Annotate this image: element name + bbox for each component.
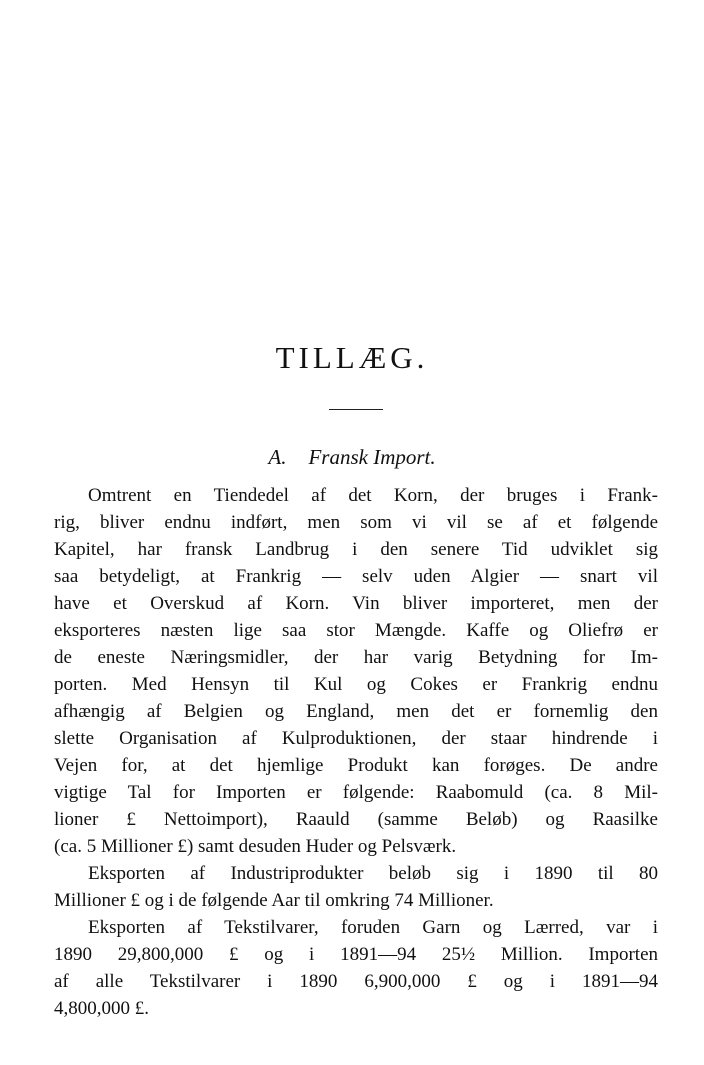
text-line: have et Overskud af Korn. Vin bliver importeret, men der	[54, 593, 658, 614]
paragraph-3	[54, 914, 658, 1022]
section-name: Fransk Import.	[308, 445, 436, 469]
text-line: Millioner £ og i de følgende Aar til omkring 74 Millioner.	[54, 890, 494, 911]
text-line: Kapitel, har fransk Landbrug i den senere Tid udviklet sig	[54, 539, 658, 560]
text-line: Vejen for, at det hjemlige Produkt kan forøges. De andre	[54, 755, 658, 776]
text-line: de eneste Næringsmidler, der har varig Betydning for Im-	[54, 647, 658, 668]
text-line: lioner £ Nettoimport), Raauld (samme Beløb) og Raasilke	[54, 809, 658, 830]
section-letter: A.	[268, 445, 287, 469]
body-text	[54, 482, 658, 1022]
text-line: rig, bliver endnu indført, men som vi vil se af et følgende	[54, 512, 658, 533]
text-line: slette Organisation af Kulproduktionen, der staar hindrende i	[54, 728, 658, 749]
text-line: vigtige Tal for Importen er følgende: Raabomuld (ca. 8 Mil-	[54, 782, 658, 803]
section-heading	[0, 443, 704, 471]
text-line: Eksporten af Industriprodukter beløb sig i 1890 til 80	[88, 863, 658, 884]
page-title: TILLÆG.	[275, 340, 429, 375]
text-line: Eksporten af Tekstilvarer, foruden Garn og Lærred, var i	[88, 917, 658, 938]
text-line: porten. Med Hensyn til Kul og Cokes er Frankrig endnu	[54, 674, 658, 695]
paragraph-2	[54, 860, 658, 914]
paragraph-1	[54, 482, 658, 860]
text-line: (ca. 5 Millioner £) samt desuden Huder og Pelsværk.	[54, 836, 457, 857]
text-line: afhængig af Belgien og England, men det er fornemlig den	[54, 701, 658, 722]
title-divider	[329, 409, 383, 410]
text-line: af alle Tekstilvarer i 1890 6,900,000 £ og i 1891—94	[54, 971, 658, 992]
text-line: Omtrent en Tiendedel af det Korn, der bruges i Frank-	[88, 485, 658, 506]
text-line: eksporteres næsten lige saa stor Mængde. Kaffe og Oliefrø er	[54, 620, 658, 641]
text-line: 1890 29,800,000 £ og i 1891—94 25½ Million. Importen	[54, 944, 658, 965]
text-line: 4,800,000 £.	[54, 998, 149, 1019]
text-line: saa betydeligt, at Frankrig — selv uden Algier — snart vil	[54, 566, 658, 587]
